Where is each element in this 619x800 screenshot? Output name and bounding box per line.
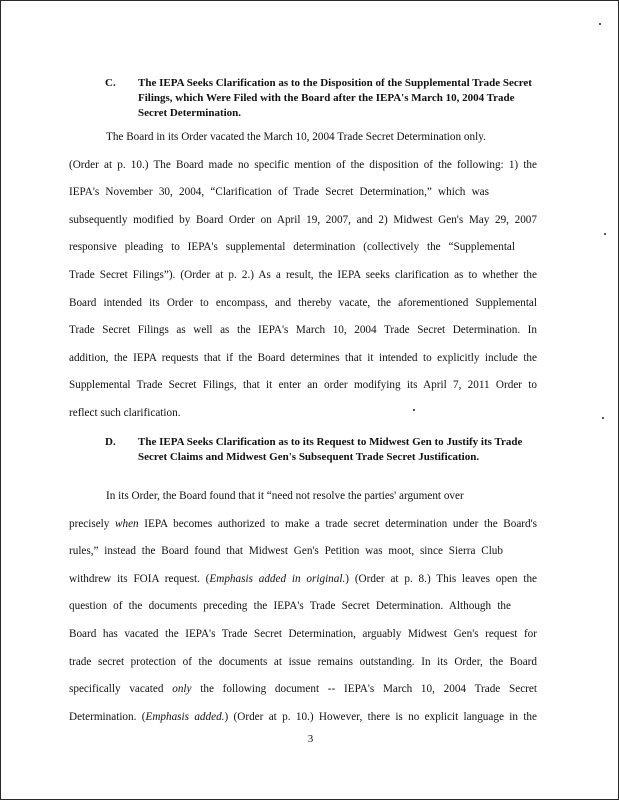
italic-run: only (172, 683, 192, 696)
paragraph-line: Board intended its Order to encompass, and thereby vacate, the aforementioned Supplemental (69, 296, 537, 309)
paragraph-line (69, 483, 537, 511)
paragraph-line (69, 538, 503, 566)
paragraph-line: Supplemental Trade Secret Filings, that it enter an order modifying its April 7, 2011 Order to (69, 379, 537, 392)
text-run: IEPA becomes authorized to make a trade secret determination under the Board's (138, 517, 537, 530)
paragraph-line (69, 566, 537, 594)
text-run: rules,” instead the Board found that Midwest Gen's Petition was moot, since Sierra Club (69, 545, 503, 558)
paragraph-line: Trade Secret Filings as well as the IEPA's March 10, 2004 Trade Secret Determination. In (69, 324, 537, 337)
text-run: specifically vacated (69, 683, 173, 696)
paragraph-line: IEPA's November 30, 2004, “Clarification of Trade Secret Determination,” which was (69, 186, 489, 199)
scan-speck (602, 417, 604, 419)
section-c-heading-text: The IEPA Seeks Clarification as to the Disposition of the Supplemental Trade Secret Filings, which Were Filed with the Board after the IEPA's March 10, 2004 Trade Secret Determination. (138, 77, 532, 119)
text-run: question of the documents preceding the IEPA's Trade Secret Determination. Although the (69, 600, 511, 613)
text-run: ) (Order at p. 10.) However, there is no explicit language in the (224, 710, 537, 723)
section-d-letter: D. (105, 436, 116, 448)
paragraph-line: reflect such clarification. (69, 406, 181, 419)
italic-run: Emphasis added in original. (209, 572, 346, 585)
scan-speck (413, 409, 415, 411)
text-run: Determination. ( (69, 710, 146, 723)
paragraph-line (69, 621, 537, 649)
paragraph-line: Trade Secret Filings”). (Order at p. 2.) As a result, the IEPA seeks clarification as to whether the (69, 268, 537, 281)
text-run: trade secret protection of the documents at issue remains outstanding. In its Order, the Board (69, 655, 537, 668)
text-run: withdrew its FOIA request. ( (69, 572, 210, 585)
section-c-heading (105, 76, 545, 121)
scan-speck (599, 23, 601, 25)
text-run: ) (Order at p. 8.) This leaves open the (345, 572, 537, 585)
section-d-heading (105, 435, 545, 480)
text-run: precisely (69, 517, 116, 530)
paragraph-line: addition, the IEPA requests that if the Board determines that it intended to explicitly include the (69, 351, 537, 364)
section-d-paragraph (69, 483, 537, 731)
paragraph-line (69, 649, 537, 677)
paragraph-line: responsive pleading to IEPA's supplemental determination (collectively the “Supplemental (69, 241, 515, 254)
page-number: 3 (307, 733, 314, 745)
paragraph-line (69, 704, 537, 732)
text-run: Board has vacated the IEPA's Trade Secret Determination, arguably Midwest Gen's request for (69, 627, 537, 640)
section-d-heading-text: The IEPA Seeks Clarification as to its Request to Midwest Gen to Justify its Trade Secret Claims and Midwest Gen's Subsequent Trade Secret Justification. (138, 436, 523, 463)
paragraph-line: The Board in its Order vacated the March 10, 2004 Trade Secret Determination only. (106, 131, 486, 143)
paragraph-line (69, 676, 537, 704)
paragraph-line (69, 511, 537, 539)
paragraph-line: (Order at p. 10.) The Board made no specific mention of the disposition of the following: 1) the (69, 158, 537, 171)
paragraph-line: subsequently modified by Board Order on April 19, 2007, and 2) Midwest Gen's May 29, 2007 (69, 213, 537, 226)
text-run: the following document -- IEPA's March 10, 2004 Trade Secret (191, 683, 537, 696)
section-c-letter: C. (105, 77, 116, 89)
italic-run: Emphasis added. (145, 710, 225, 723)
text-run: In its Order, the Board found that it “need not resolve the parties' argument over (106, 490, 464, 502)
section-c-paragraph (69, 124, 537, 428)
italic-run: when (115, 517, 139, 530)
paragraph-line (69, 593, 511, 621)
scan-speck (604, 233, 606, 235)
